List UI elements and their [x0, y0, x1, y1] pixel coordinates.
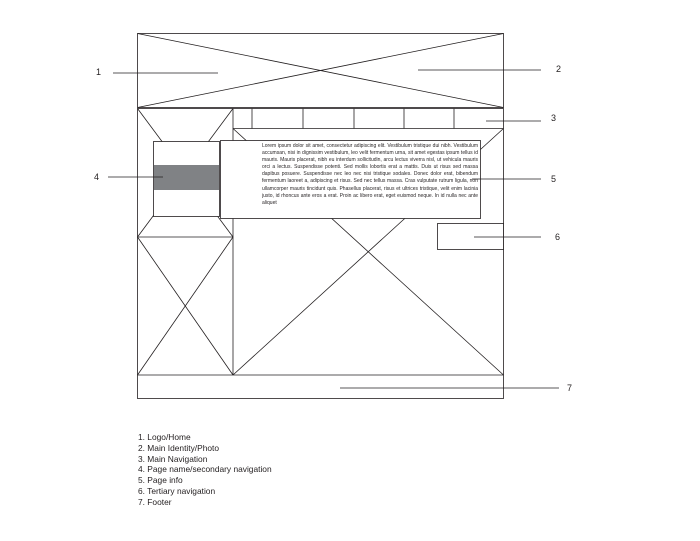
legend-item-main-identity: 2. Main Identity/Photo: [138, 442, 220, 453]
legend-list: [138, 432, 272, 508]
callout-3: 3: [551, 113, 557, 123]
legend-item-main-navigation: 3. Main Navigation: [138, 453, 208, 464]
callout-7: 7: [567, 383, 573, 393]
tertiary-nav-box: [438, 224, 504, 250]
legend-item-secondary-navigation: 4. Page name/secondary navigation: [138, 464, 272, 475]
legend-item-tertiary-navigation: 6. Tertiary navigation: [138, 485, 216, 496]
callout-6: 6: [555, 232, 561, 242]
callout-2: 2: [556, 64, 562, 74]
legend-item-footer: 7. Footer: [138, 496, 172, 507]
page-info-text: Lorem ipsum dolor sit amet, consectetur adipiscing elit. Vestibulum tristique dui nibh. Vestibulum accumsan, nisi in dignissim vestibulum, leo velit fermentum urna, sit amet egestas ipsum tellus id mauris. Mauris placerat, nibh eu interdum sollicitudin, arcu lectus viverra nisl, ut vehicula mauris orci a lectus. Suspendisse potenti. Sed mollis lobortis erat a mattis. Duis ut risus sed massa dapibus posuere. Suspendisse nec leo nec nisi tristique sodales. Donec dolor erat, bibendum fermentum laoreet a, adipiscing et risus. Sed nec tellus massa. Cras vulputate rutrum ligula, non ullamcorper mauris tincidunt quis. Phasellus placerat, risus et ultrices tristique, velit enim lacinia justo, id rhoncus ante eros a erat. Proin ac libero erat, eget euismod neque. In id nulla nec ante aliquet: [262, 143, 478, 206]
secondary-nav-highlight: [154, 165, 219, 190]
legend-item-page-info: 5. Page info: [138, 475, 183, 486]
legend-item-logo-home: 1. Logo/Home: [138, 432, 191, 442]
callout-1: 1: [96, 67, 102, 77]
callout-5: 5: [551, 174, 557, 184]
callout-4: 4: [94, 172, 100, 182]
